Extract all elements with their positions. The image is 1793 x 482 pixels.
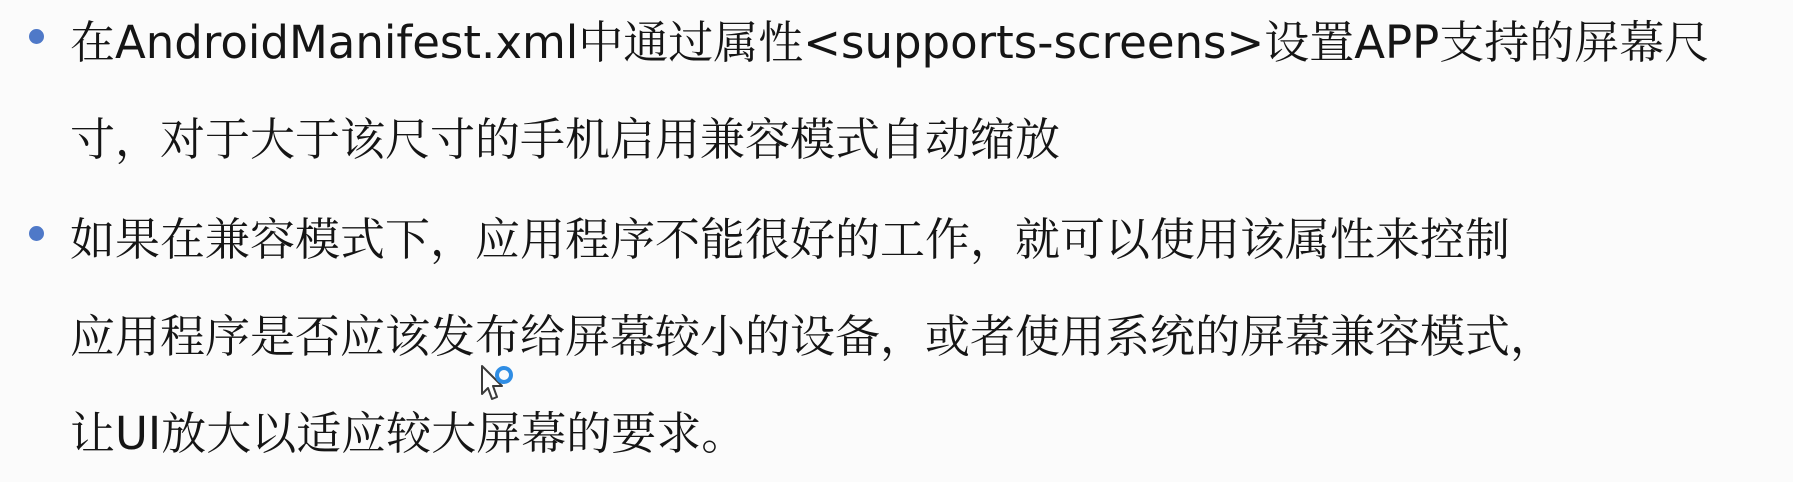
pointer-cursor-icon: [478, 364, 514, 404]
bullet-item-2: [70, 191, 1770, 482]
bullet-line: 寸，对于大于该尺寸的手机启用兼容模式自动缩放: [70, 113, 1061, 166]
bullet-line: 在AndroidManifest.xml中通过属性<supports-screens>设置APP支持的屏幕尺: [70, 16, 1710, 69]
bullet-item-1: [70, 0, 1770, 188]
bullet-line: 让UI放大以适应较大屏幕的要求。: [70, 407, 747, 460]
bullet-dot-icon: [29, 226, 44, 241]
bullet-line: 如果在兼容模式下，应用程序不能很好的工作，就可以使用该属性来控制: [70, 213, 1511, 266]
bullet-dot-icon: [29, 29, 44, 44]
bullet-line: 应用程序是否应该发布给屏幕较小的设备，或者使用系统的屏幕兼容模式，: [70, 310, 1556, 363]
